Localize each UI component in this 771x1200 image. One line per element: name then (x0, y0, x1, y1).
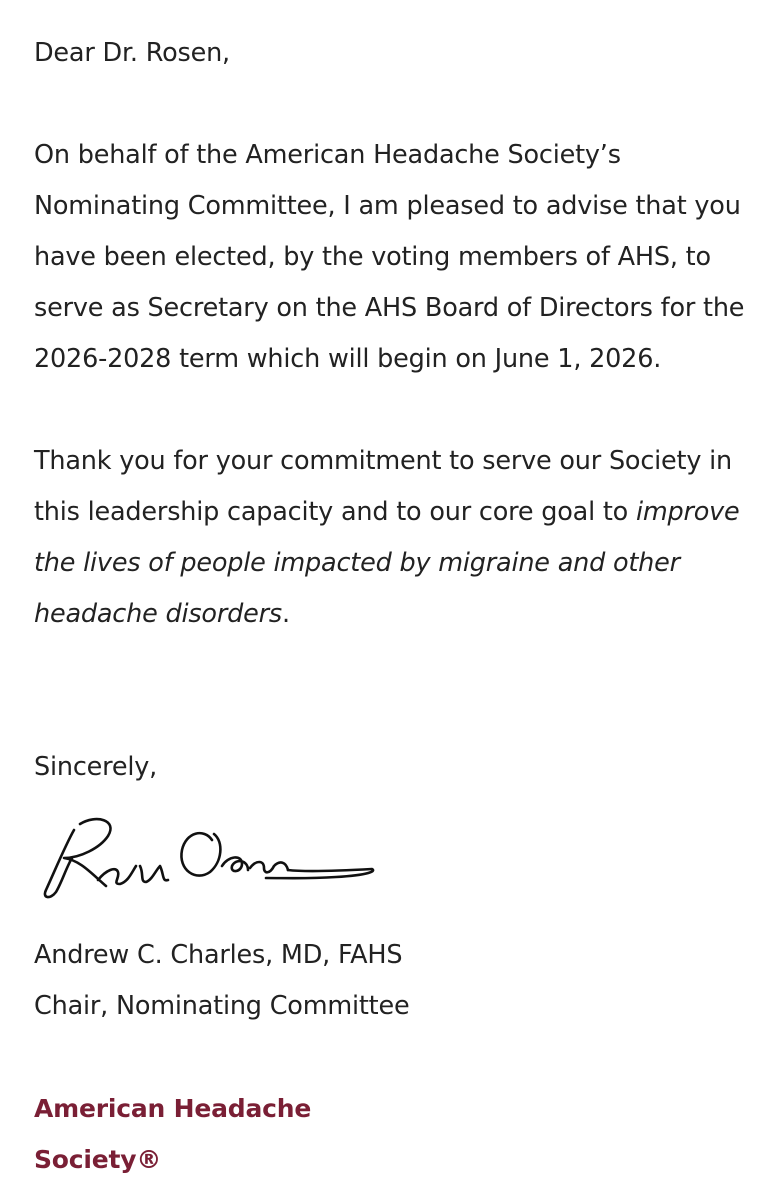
greeting-text: Dear Dr. Rosen, (34, 38, 230, 68)
paragraph-text: this leadership capacity and to our core goal to (34, 497, 636, 527)
paragraph-text: . (281, 599, 290, 629)
paragraph-line: Nominating Committee, I am pleased to advise that you (34, 191, 741, 221)
signer-block (34, 930, 409, 1032)
paragraph-thanks (34, 436, 740, 640)
greeting (34, 28, 230, 79)
paragraph-line: On behalf of the American Headache Society’s (34, 140, 621, 170)
organization-name-line: Society® (34, 1145, 162, 1174)
organization-name-line: American Headache (34, 1094, 312, 1123)
paragraph-line (34, 589, 740, 640)
organization-name (34, 1083, 311, 1185)
signer-title: Chair, Nominating Committee (34, 991, 410, 1021)
paragraph-line (34, 487, 740, 538)
core-goal-emphasis: the lives of people impacted by migraine and other (34, 548, 680, 578)
paragraph-line: 2026-2028 term which will begin on June 1, 2026. (34, 344, 662, 374)
paragraph-line (34, 538, 740, 589)
paragraph-election-notice (34, 130, 744, 385)
closing (34, 742, 157, 793)
paragraph-line: serve as Secretary on the AHS Board of Directors for the (34, 293, 745, 323)
handwritten-signature (36, 808, 376, 904)
core-goal-emphasis: headache disorders (34, 599, 282, 629)
signer-name: Andrew C. Charles, MD, FAHS (34, 940, 403, 970)
paragraph-line: have been elected, by the voting members of AHS, to (34, 242, 711, 272)
closing-text: Sincerely, (34, 752, 158, 782)
paragraph-line: Thank you for your commitment to serve our Society in (34, 446, 732, 476)
core-goal-emphasis: improve (635, 497, 740, 527)
